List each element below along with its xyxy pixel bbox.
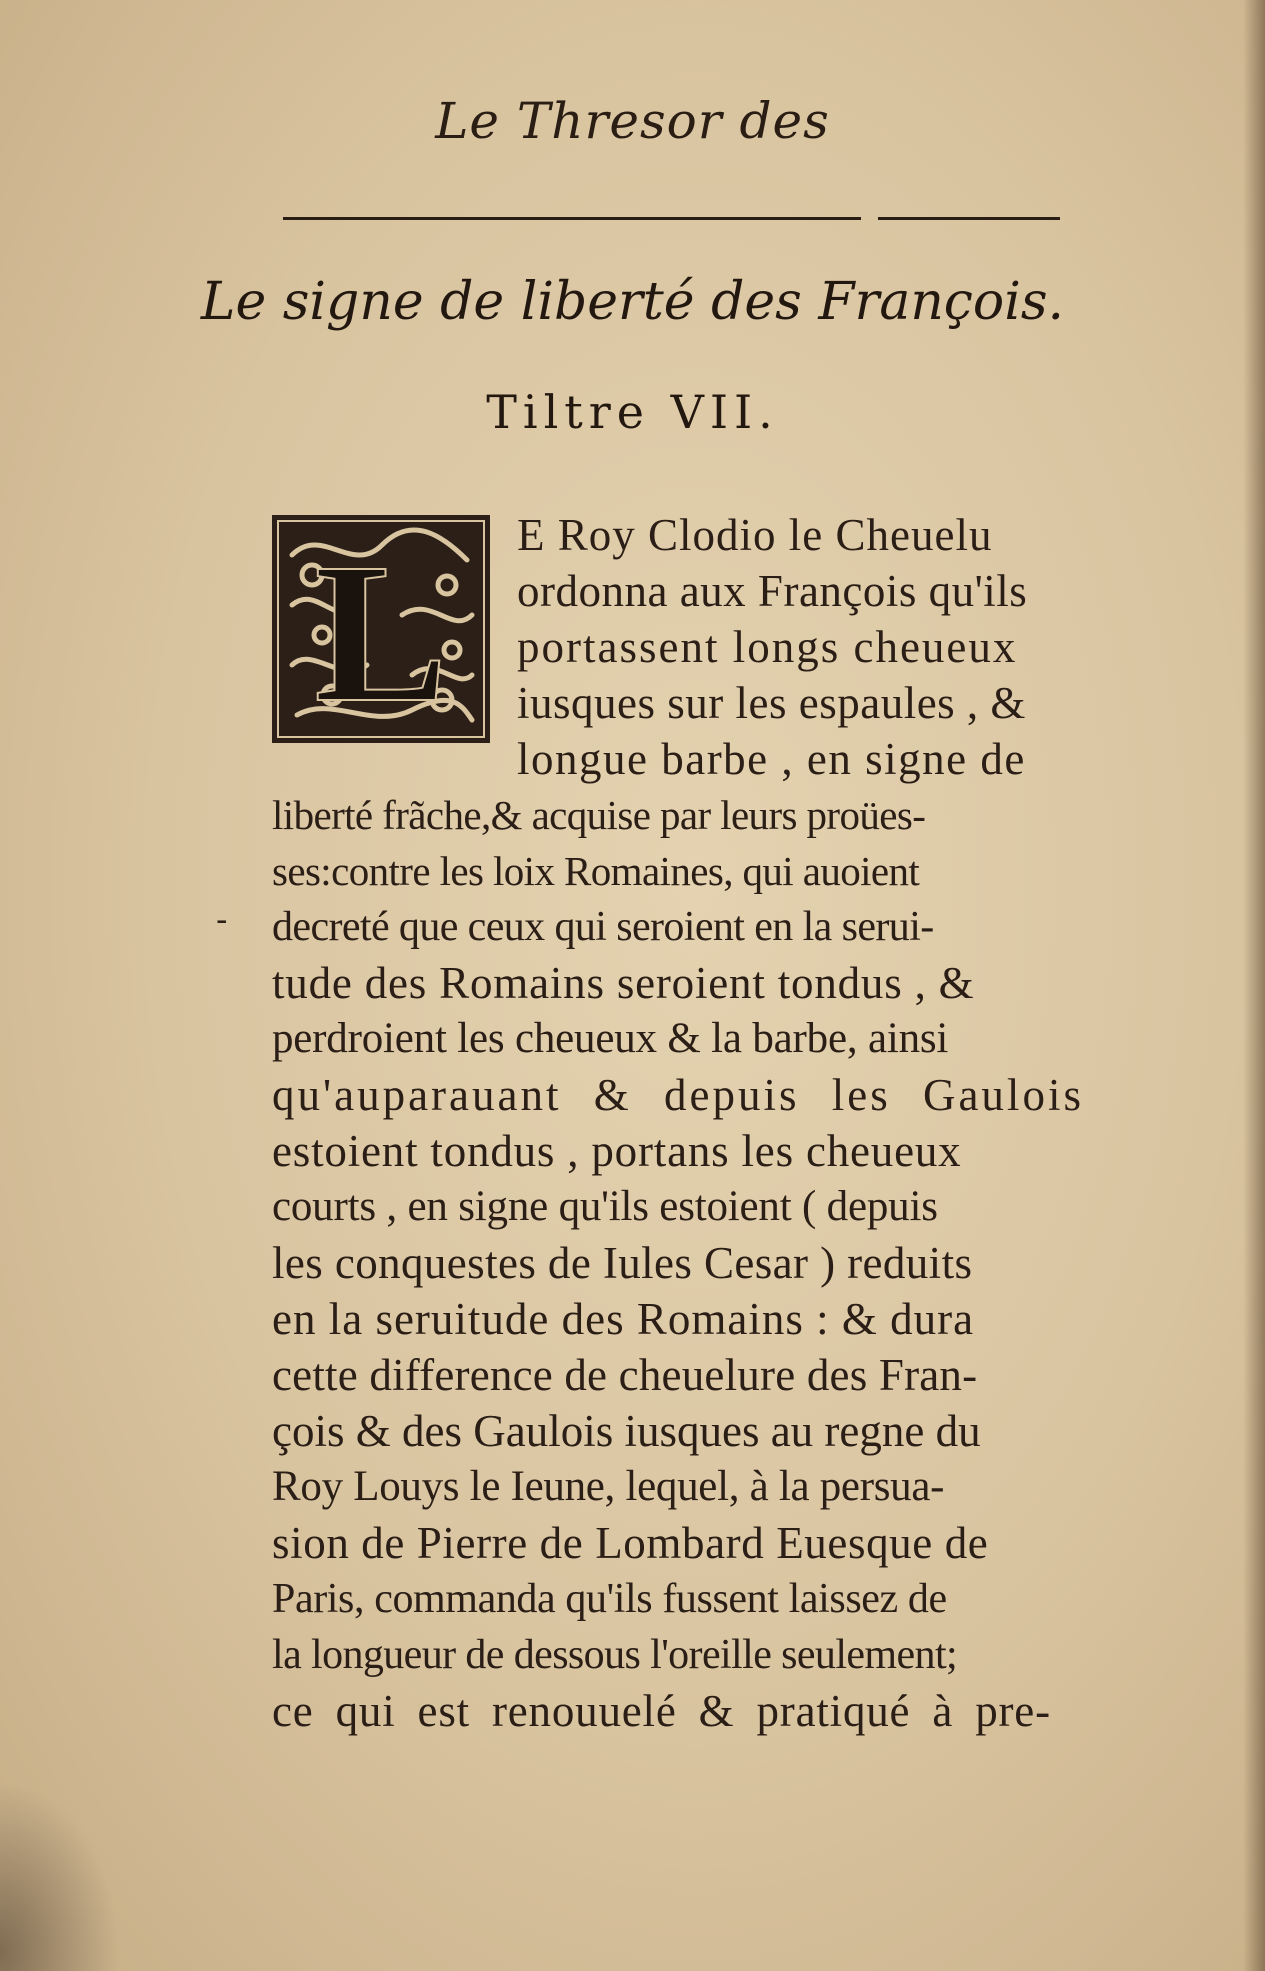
- text-line: decreté que ceux qui seroient en la serui-: [272, 904, 934, 950]
- chapter-heading: Tiltre VII.: [486, 385, 779, 439]
- text-line: portassent longs cheueux: [517, 622, 1018, 672]
- text-line: ce qui est renouuelé & pratiqué à pre-: [272, 1686, 1051, 1736]
- text-line: E Roy Clodio le Cheuelu: [517, 510, 993, 560]
- text-line: estoient tondus , portans les cheueux: [272, 1126, 962, 1176]
- text-line: la longueur de dessous l'oreille seulement;: [272, 1632, 958, 1678]
- text-line: tude des Romains seroient tondus , &: [272, 958, 975, 1008]
- text-line: Paris, commanda qu'ils fussent laissez de: [272, 1576, 947, 1622]
- text-line: iusques sur les espaules , &: [517, 678, 1026, 728]
- text-line: les conquestes de Iules Cesar ) reduits: [272, 1238, 973, 1288]
- text-line: courts , en signe qu'ils estoient ( depuis: [272, 1183, 938, 1230]
- text-line: sion de Pierre de Lombard Euesque de: [272, 1518, 989, 1568]
- margin-mark: -: [216, 900, 228, 940]
- text-line: ordonna aux François qu'ils: [517, 566, 1028, 616]
- thumb-smudge: [0, 1780, 120, 1971]
- text-line: liberté frãche,& acquise par leurs proües-: [272, 792, 926, 838]
- text-line: Roy Louys le Ieune, lequel, à la persua-: [272, 1463, 945, 1510]
- section-title: Le signe de liberté des François.: [200, 272, 1065, 332]
- text-line: perdroient les cheueux & la barbe, ainsi: [272, 1015, 949, 1062]
- text-line: qu'auparauant & depuis les Gaulois: [272, 1070, 1084, 1120]
- header-rule-right: [878, 217, 1060, 220]
- ornamental-drop-cap: [272, 515, 490, 743]
- header-rule-left: [283, 217, 861, 220]
- running-head: Le Thresor des: [435, 92, 830, 150]
- text-line: çois & des Gaulois iusques au regne du: [272, 1406, 981, 1456]
- text-line: cette difference de cheuelure des Fran-: [272, 1350, 978, 1400]
- text-line: en la seruitude des Romains : & dura: [272, 1294, 975, 1344]
- text-line: ses:contre les loix Romaines, qui auoient: [272, 848, 920, 894]
- drop-cap-letter: L: [314, 523, 448, 743]
- text-line: longue barbe , en signe de: [517, 734, 1026, 784]
